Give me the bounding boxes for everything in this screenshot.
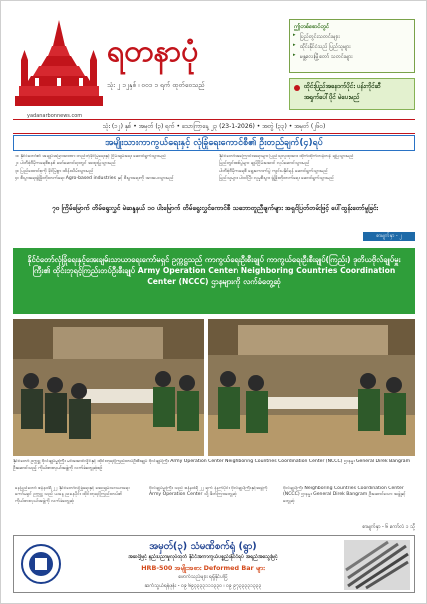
contents-item[interactable]: ▸ ထိုင်းနိုင်ငံသည် ပြည်သူများ bbox=[290, 42, 414, 52]
contents-box bbox=[289, 19, 415, 73]
contents-item[interactable]: ▸ ပြည်တွင်းသတင်းများ bbox=[290, 32, 414, 42]
page-reference-badge[interactable]: စာမျက်နှာ - ၂ bbox=[363, 232, 415, 241]
bullet-dot-icon bbox=[294, 85, 300, 91]
story3-column-3: ဗိုလ်ချုပ်ကြီး Neighboring Countries Coordination Center (NCCC) ဌာနမှူး General Direk Bangram ဦးဆောင်သော အဖွဲ့နှင့် တွေ့ဆုံ bbox=[283, 486, 406, 504]
steel-factory-advertisement[interactable] bbox=[13, 535, 415, 593]
callout-line-1: ထိုင်းပြည်အနောက်ပိုင်း ပန်းကိုင်ဆီ bbox=[304, 83, 381, 90]
masthead bbox=[15, 16, 281, 119]
callout-line-2: အရှက်ပေါ်ပိုင် မဲပေးမည် bbox=[304, 94, 360, 101]
contents-heading: ဤတစ်စောင်တွင် bbox=[294, 24, 330, 30]
photo-caption: နိုင်ငံတော် ဥက္ကဋ္ဌ ဗိုလ်ချုပ်မှူးကြီး မင်းအောင်လှိုင်နှင့် ထိုင်းဘုရင့်ကြည်းတပ်ဦးစီးချုပ် ဗိုလ်ချုပ်ကြီး Army Operation Center Neighboring Countries Coordination Center (NCCC) ဌာနမှူး General Direk Bangram ဦးဆောင်သည့် ကိုယ်စားလှယ်အဖွဲ့ကို လက်ခံတွေ့ဆုံစဉ် bbox=[13, 459, 411, 471]
story3-column-2: ဗိုလ်ချုပ်မှူးကြီး သည် ဇန်နဝါရီ ၂၂ ရက် နံနက်ပိုင်း ဗိုလ်ချုပ်ကြီးနှင့်အဖွဲ့ကို Army Operation Center သို့ ဖိတ်ကြားတွေ့ဆုံ bbox=[149, 486, 268, 498]
newspaper-title: ရတနာပုံ bbox=[107, 34, 199, 69]
ad-line-2: HRB-500 အမျိုးအစား Deformed Bar များ bbox=[141, 564, 265, 572]
story1-paragraph: ၂။ ပါတီစုံဒီမိုကရေစီစနစ် ဖော်ဆောင်ရာတွင် အထူးပြုသွားမည် bbox=[15, 161, 116, 167]
continued-on-page-link[interactable]: စာမျက်နှာ - ၆ ကော်လံ ၁ သို့ bbox=[362, 524, 415, 530]
lead-story-banner[interactable] bbox=[13, 248, 415, 314]
ad-title: အမှတ်(၃) သံမဏိစက်ရုံ (ရွာ) bbox=[149, 541, 257, 552]
story1-paragraph: ပြည်တွင်းစစ်ပွဲများ ချုပ်ငြိမ်းအောင် လုပ်ဆောင်သွားမည် bbox=[219, 161, 310, 167]
pagoda-emblem-icon bbox=[15, 16, 103, 108]
ad-line-3: ဖောက်သည်များ ရရှိနိုင်ပါပြီ bbox=[178, 574, 228, 580]
story1-paragraph: ပါတီစုံဒီမိုကရေစီ ရွေးကောက်ပွဲ ကျင်းပနိုင်ရန် ဆောင်ရွက်သွားမည် bbox=[219, 168, 328, 174]
steel-rebar-image bbox=[344, 540, 410, 590]
story1-paragraph: နိုင်ငံတော်အကြောင်းအရာများ ပြည်သူလူထုအား ထိုက်ထိုက်တန်တန် ချပြသွားမည် bbox=[219, 154, 354, 159]
masthead-subtitle: သုံး ၂ ၁၂နှစ် ၊ ၀၀၁ ၁ ရက် ထုတ်ဝေသည် bbox=[107, 81, 205, 89]
story2-headline[interactable]: ၇၀ ကြိမ်မြောက် တိမ်ရွေးလွှင် မဲဆန္ဒနယ် ၁၀ ပါးမြောက် တိမ်ရွေးလွှင်ကောင်စီ သဘောတူညီချက်များ အရှင်ပြတ်တမ်းဖြင့် ပေါ်ထွန်းတော်မူခြင်း bbox=[52, 204, 378, 212]
ad-line-1: အဆင့်မြင့် နည်းပညာမှုလုပ်ထုတ် နိုင်ငံအကာကွယ်ပစ္စည်းနိုင်ငံရပ် အရည်အသွေးမြင့် bbox=[128, 554, 278, 560]
dateline: သုံး (၁၂) နှစ် • အမှတ် (၃) ရက် • သောကြာနေ့ ၂၃ (23-1-2026) • အတွဲ (၃၃) • အမှတ် (၂၆၀) bbox=[13, 119, 415, 134]
meeting-photo-right-image bbox=[208, 319, 415, 456]
story1-column-left bbox=[15, 154, 211, 200]
story1-column-right bbox=[219, 154, 415, 200]
meeting-photo-right bbox=[208, 319, 415, 456]
ad-contact-phone: ဆက်သွယ်ရန်ဖုန်း - ၀၉ ၆၉၃၃၃၃၁၁၁၃၃၀ ၊ ၀၉ ၉၇၃၃၃၃၁၃၃၃ bbox=[144, 583, 262, 589]
story1-headline[interactable]: အမျိုးသားကာကွယ်ရေးနှင့် လုံခြုံရေးကောင်စီ၏ ဦးတည်ချက်(၄)ရပ် bbox=[13, 135, 415, 151]
contents-item[interactable]: ▸ မန္တလေးမြို့တော် သတင်းများ bbox=[290, 52, 414, 62]
meeting-photo-left bbox=[13, 319, 204, 456]
meeting-photo-left-image bbox=[13, 319, 204, 456]
website-url[interactable]: yadanarbonnews.com bbox=[27, 113, 83, 119]
factory-logo-icon bbox=[20, 542, 62, 586]
lead-story-headline: နိုင်ငံတော်လုံခြုံရေးနှင့်အေးချမ်းသာယာရေးကော်မရှင် ဥက္ကဋ္ဌသည် ကာကွယ်ရေးဦးစီးချုပ် ကာကွယ်ရေးဦးစီးချုပ်(ကြည်း) ဒုတိယဗိုလ်ချုပ်မှူးကြီး၏ ထိုင်းဘုရင့်ကြည်းတပ်ဦးစီးချုပ် Army Operation Center၊ Neighboring Countries Coordination Center (NCCC) ဌာနများကို လက်ခံတွေ့ဆုံ bbox=[27, 255, 401, 286]
story1-paragraph: ၁။ နိုင်ငံတော်၏ အချုပ်အခြာအာဏာ တည်တံ့ခိုင်မြဲရေးနှင့် ငြိမ်းချမ်းရေး ဆောင်ရွက်သွားမည် bbox=[15, 154, 167, 159]
story1-paragraph: ၃။ ပြည်ထောင်စုကို ခိုင်မြဲစွာ ထိန်းသိမ်းသွားမည် bbox=[15, 168, 94, 174]
story1-paragraph: ပြည်သူများ ပါဝင်ပြီး လူမှုစီးပွား ဖွံ့ဖြိုးတိုးတက်ရေး ဆောင်ရွက်သွားမည် bbox=[219, 176, 334, 182]
featured-callout[interactable] bbox=[289, 78, 415, 110]
story1-paragraph: ၄။ စီးပွားရေးဖွံ့ဖြိုးတိုးတက်ရေး Agro-based industries နှင့် စီးပွားရေးကို အားပေးသွားမည် bbox=[15, 176, 174, 182]
story3-column-1: နေပြည်တော် ဇန်နဝါရီ ၂၂ နိုင်ငံတော်လုံခြုံရေးနှင့် အေးချမ်းသာယာရေးကော်မရှင် ဥက္ကဋ္ဌ သည် ယနေ့ ညနေပိုင်း ထိုင်းဘုရင့်ကြည်းတပ်၏ ကိုယ်စားလှယ်အဖွဲ့ကို လက်ခံတွေ့ဆုံ bbox=[15, 486, 130, 504]
